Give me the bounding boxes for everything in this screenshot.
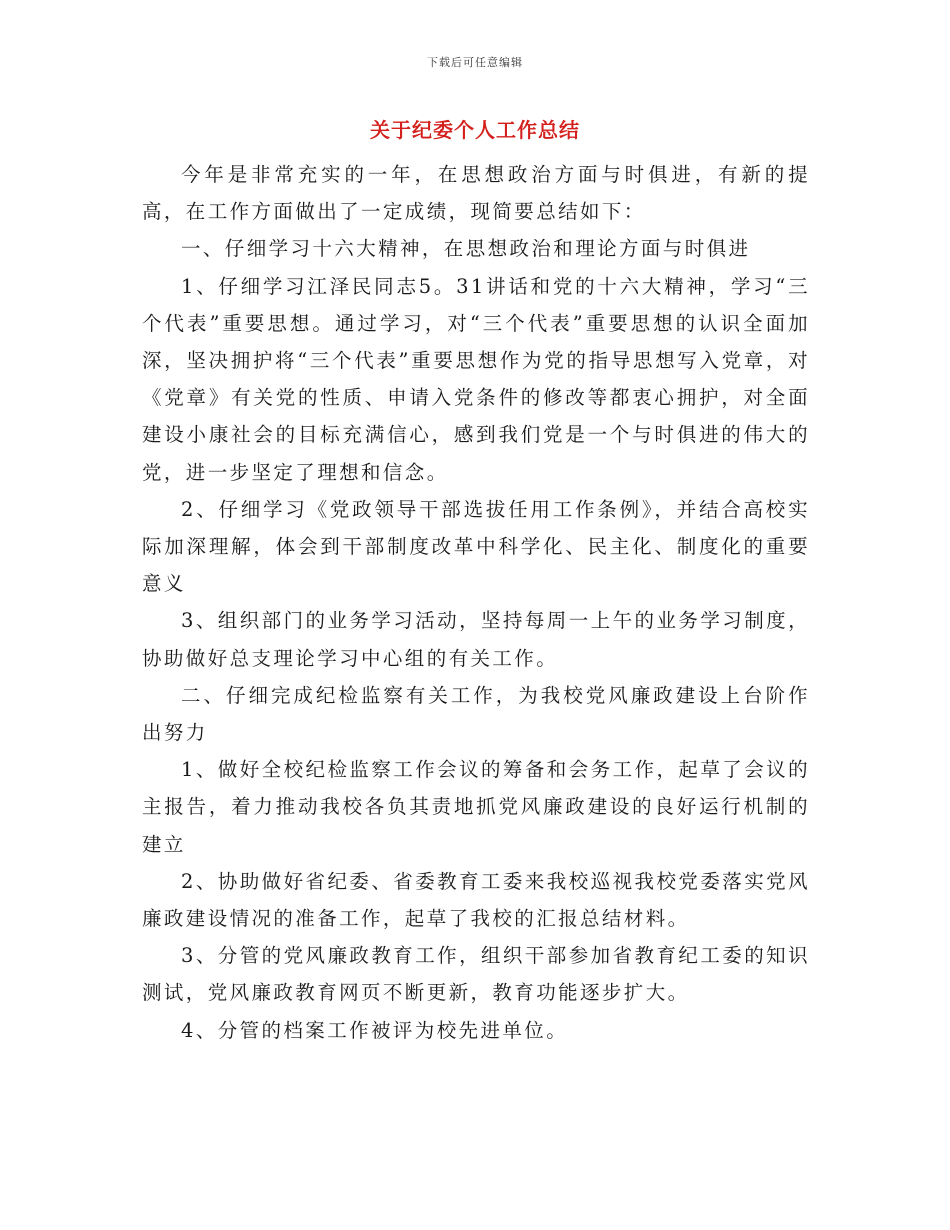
paragraph-1-1: 1、仔细学习江泽民同志5。31讲话和党的十六大精神，学习“三个代表”重要思想。通过学习，对“三个代表”重要思想的认识全面加深，坚决拥护将“三个代表”重要思想作为党的指导思想写入党章，对《党章》有关党的性质、申请入党条件的修改等都衷心拥护，对全面建设小康社会的目标充满信心，感到我们党是一个与时俱进的伟大的党，进一步坚定了理想和信念。 <box>142 274 810 484</box>
document-title: 关于纪委个人工作总结 <box>370 118 580 142</box>
section-heading-2: 二、仔细完成纪检监察有关工作，为我校党风廉政建设上台阶作出努力 <box>142 683 810 745</box>
header-note: 下载后可任意编辑 <box>427 56 523 69</box>
document-body <box>142 156 810 1049</box>
paragraph-2-4: 4、分管的档案工作被评为校先进单位。 <box>181 1018 569 1042</box>
section-heading-1: 一、仔细学习十六大精神，在思想政治和理论方面与时俱进 <box>181 237 751 261</box>
paragraph-2-2: 2、协助做好省纪委、省委教育工委来我校巡视我校党委落实党风廉政建设情况的准备工作，起草了我校的汇报总结材料。 <box>142 869 810 931</box>
paragraph-2-3: 3、分管的党风廉政教育工作，组织干部参加省教育纪工委的知识测试，党风廉政教育网页不断更新，教育功能逐步扩大。 <box>142 944 810 1005</box>
paragraph-2-1: 1、做好全校纪检监察工作会议的筹备和会务工作，起草了会议的主报告，着力推动我校各负其责地抓党风廉政建设的良好运行机制的建立 <box>142 758 810 856</box>
paragraph-1-3: 3、组织部门的业务学习活动，坚持每周一上午的业务学习制度，协助做好总支理论学习中心组的有关工作。 <box>142 609 810 670</box>
paragraph-1-2: 2、仔细学习《党政领导干部选拔任用工作条例》，并结合高校实际加深理解，体会到干部制度改革中科学化、民主化、制度化的重要意义 <box>142 497 810 596</box>
paragraph-intro: 今年是非常充实的一年，在思想政治方面与时俱进，有新的提高，在工作方面做出了一定成绩，现简要总结如下： <box>142 163 810 224</box>
